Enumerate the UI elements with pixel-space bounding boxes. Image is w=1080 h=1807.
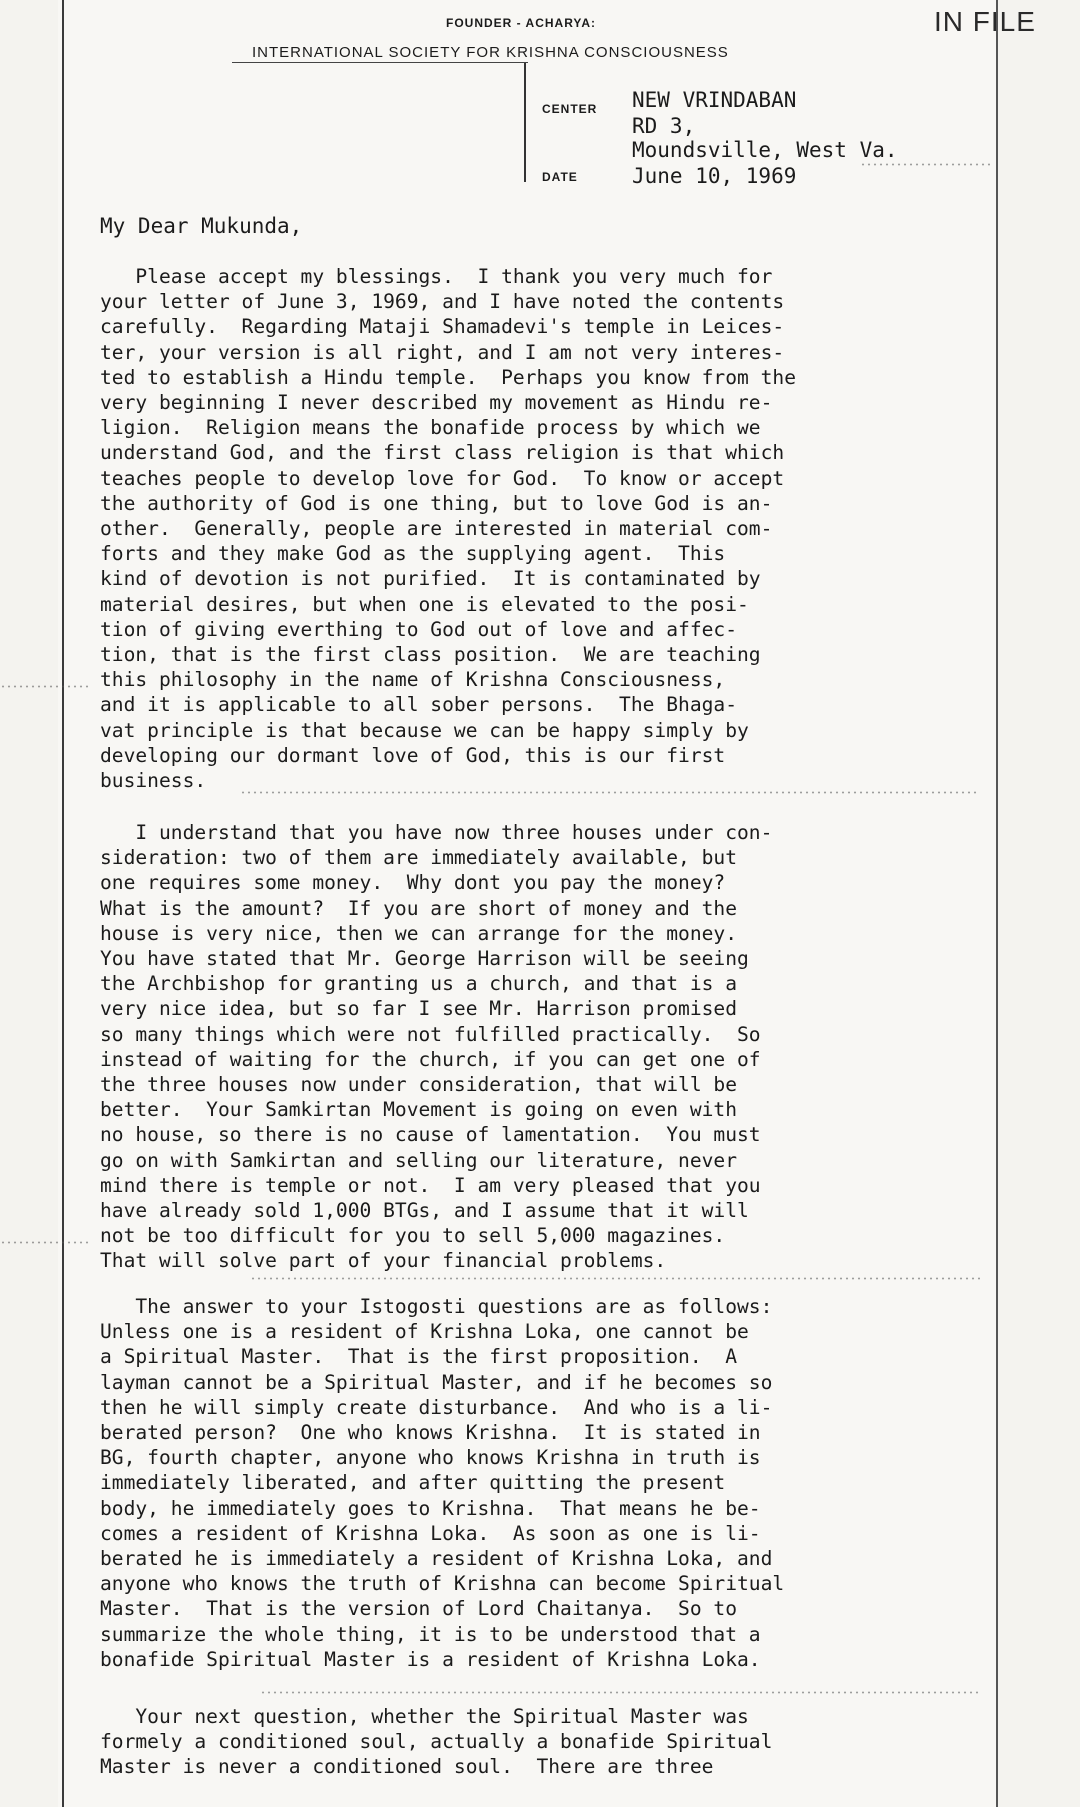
center-line-2: RD 3, (632, 114, 696, 138)
copy-noise (860, 162, 990, 168)
paragraph-2: I understand that you have now three houses under con- sideration: two of them are immediately available, but one requires some money. Why dont you pay the money? What is the amount? If you are short of money and the house is very nice, then we can arrange for the money. You have stated that Mr. George Harrison will be seeing the Archbishop for granting us a church, and that is a very nice idea, but so far I see Mr. Harrison promised so many things which were not fulfilled practically. So instead of waiting for the church, if you can get one of the three houses now under consideration, that will be better. Your Samkirtan Movement is going on even with no house, so there is no cause of lamentation. You must go on with Samkirtan and selling our literature, never mind there is temple or not. I am very pleased that you have already sold 1,000 BTGs, and I assume that it will not be too difficult for you to sell 5,000 magazines. That will solve part of your financial problems. (100, 821, 773, 1273)
copy-noise (240, 790, 980, 796)
paragraph-3: The answer to your Istogosti questions are as follows: Unless one is a resident of Krishna Loka, one cannot be a Spiritual Master. That is the first proposition. A layman cannot be a Spiritual Master, and if he becomes so then he will simply create disturbance. And who is a li- berated person? One who knows Krishna. It is stated in BG, fourth chapter, anyone who knows Krishna in truth is immediately liberated, and after quitting the present body, he immediately goes to Krishna. That means he be- comes a resident of Krishna Loka. As soon as one is li- berated he is immediately a resident of Krishna Loka, and anyone who knows the truth of Krishna can become Spiritual Master. That is the version of Lord Chaitanya. So to summarize the whole thing, it is to be understood that a bonafide Spiritual Master is a resident of Krishna Loka. (100, 1295, 785, 1671)
founder-label: FOUNDER - ACHARYA: (446, 16, 596, 30)
society-name: INTERNATIONAL SOCIETY FOR KRISHNA CONSCIOUSNESS (252, 44, 729, 61)
copy-noise (0, 1240, 90, 1246)
center-line-1: NEW VRINDABAN (632, 88, 797, 112)
paragraph-4: Your next question, whether the Spiritual Master was formely a conditioned soul, actually a bonafide Spiritual Master is never a conditioned soul. There are three (100, 1705, 773, 1779)
margin-rule-right (996, 0, 998, 1807)
center-line-3: Moundsville, West Va. (632, 138, 898, 162)
paragraph-1: Please accept my blessings. I thank you very much for your letter of June 3, 1969, and I have noted the contents carefully. Regarding Mataji Shamadevi's temple in Leices- ter, your version is all right, and I am not very interes- ted to establish a Hindu temple. Perhaps you know from the very beginning I never described my movement as Hindu re- ligion. Religion means the bonafide process by which we understand God, and the first class religion is that which teaches people to develop love for God. To know or accept the authority of God is one thing, but to love God is an- other. Generally, people are interested in material com- forts and they make God as the supplying agent. This kind of devotion is not purified. It is contaminated by material desires, but when one is elevated to the posi- tion of giving everthing to God out of love and affec- tion, that is the first class position. We are teaching this philosophy in the name of Krishna Consciousness, and it is applicable to all sober persons. The Bhaga- vat principle is that because we can be happy simply by developing our dormant love of God, this is our first business. (100, 265, 796, 793)
copy-noise (0, 684, 90, 690)
file-annotation: IN FILE (934, 6, 1036, 37)
date-label: DATE (542, 170, 578, 184)
letter-date: June 10, 1969 (632, 164, 797, 188)
letterhead-underline (232, 62, 528, 63)
letterhead-divider (524, 62, 526, 182)
salutation: My Dear Mukunda, (100, 214, 303, 238)
margin-rule-left (62, 0, 64, 1807)
copy-noise (260, 1690, 980, 1696)
copy-noise (250, 1276, 980, 1282)
center-label: CENTER (542, 102, 598, 116)
